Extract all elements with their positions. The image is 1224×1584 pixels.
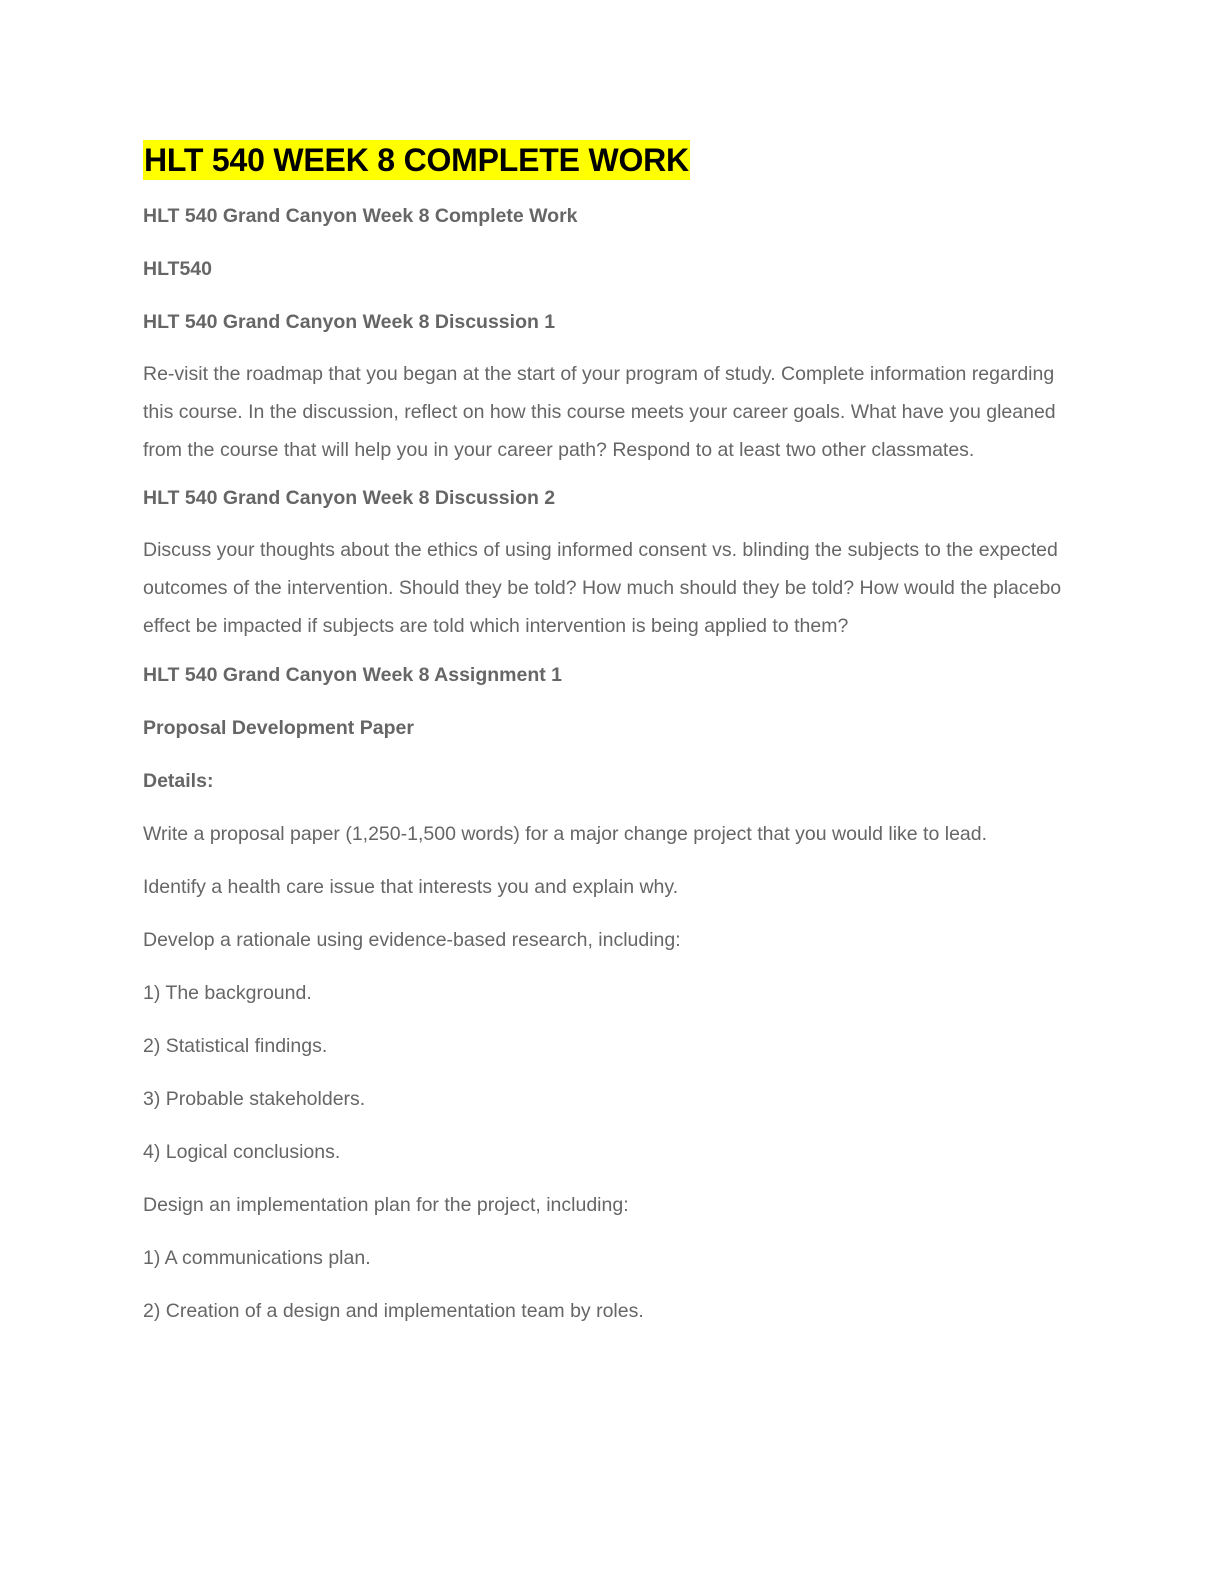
- assignment-line: Write a proposal paper (1,250-1,500 words) for a major change project that you would like to lead.: [143, 822, 988, 845]
- assignment-line: Design an implementation plan for the project, including:: [143, 1193, 629, 1216]
- title-block: [143, 140, 1083, 180]
- discussion-2-heading: HLT 540 Grand Canyon Week 8 Discussion 2: [143, 487, 556, 510]
- discussion-1-body: Re-visit the roadmap that you began at the start of your program of study. Complete information regarding this course. In the discussion, reflect on how this course meets your career goals. What have you gleaned from the course that will help you in your career path? Respond to at least two other classmates.: [143, 363, 1056, 461]
- assignment-list-item: 2) Statistical findings.: [143, 1034, 328, 1057]
- document-title: HLT 540 WEEK 8 COMPLETE WORK: [144, 142, 689, 178]
- assignment-list-item: 2) Creation of a design and implementation team by roles.: [143, 1299, 644, 1322]
- course-code: HLT540: [143, 258, 212, 280]
- assignment-line: Develop a rationale using evidence-based research, including:: [143, 928, 681, 951]
- assignment-list-item: 1) A communications plan.: [143, 1246, 371, 1269]
- details-label: Details:: [143, 769, 214, 792]
- assignment-line: Identify a health care issue that interests you and explain why.: [143, 875, 679, 898]
- assignment-list-item: 4) Logical conclusions.: [143, 1140, 341, 1163]
- assignment-list-item: 3) Probable stakeholders.: [143, 1087, 366, 1110]
- assignment-1-heading: HLT 540 Grand Canyon Week 8 Assignment 1: [143, 663, 563, 686]
- document-page: [143, 140, 1083, 1350]
- discussion-2-body: Discuss your thoughts about the ethics of using informed consent vs. blinding the subjects to the expected outcomes of the intervention. Should they be told? How much should they be told? How would the placebo effect be impacted if subjects are told which intervention is being applied to them?: [143, 539, 1062, 637]
- paper-title: Proposal Development Paper: [143, 716, 414, 739]
- discussion-1-heading: HLT 540 Grand Canyon Week 8 Discussion 1: [143, 311, 556, 333]
- document-subtitle: HLT 540 Grand Canyon Week 8 Complete Work: [143, 205, 578, 227]
- assignment-list-item: 1) The background.: [143, 981, 312, 1004]
